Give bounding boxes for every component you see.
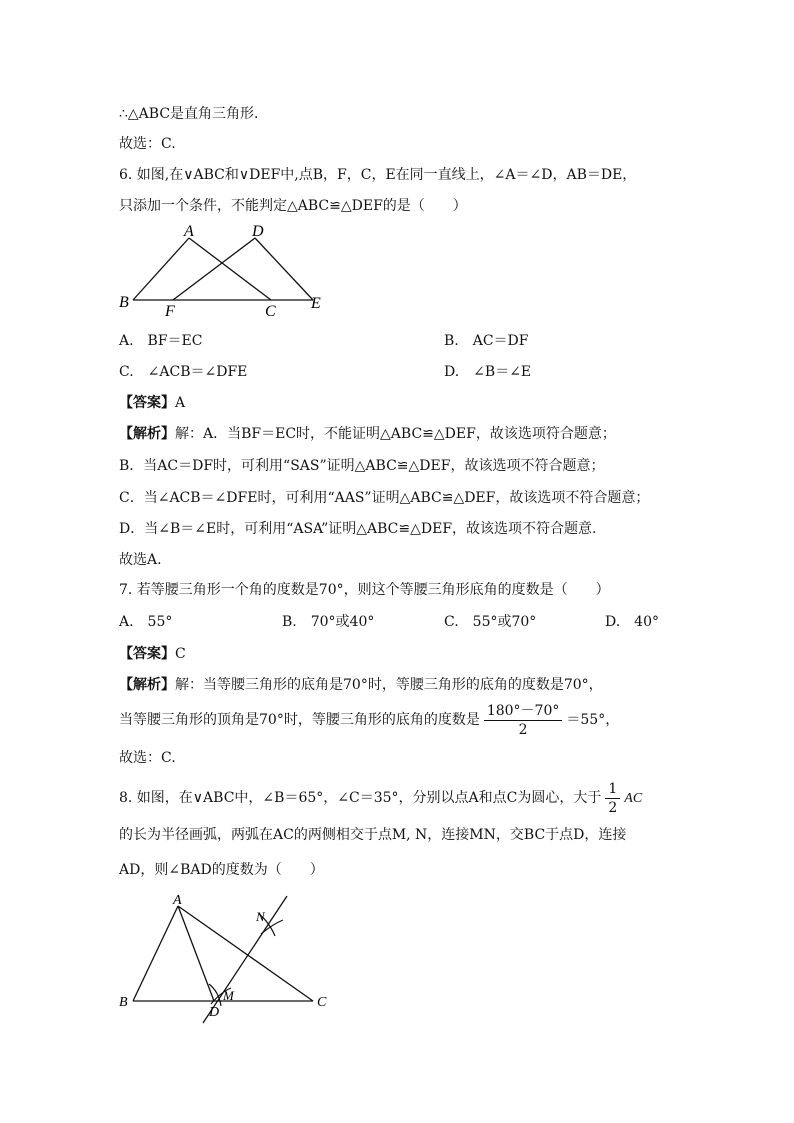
q6-label-C: C (265, 303, 276, 320)
q7-fraction-denominator: 2 (518, 721, 528, 738)
q6-label-F: F (165, 303, 175, 320)
q7-option-b: B. 70°或40° (282, 614, 375, 630)
q7-analysis-2-pre: 当等腰三角形的顶角是70°时，等腰三角形的底角的度数是 (119, 712, 480, 728)
q6-analysis-line1 (119, 424, 616, 444)
q6-option-c: C. ∠ACB＝∠DFE (119, 364, 248, 380)
q7-stem: 7. 若等腰三角形一个角的度数是70°，则这个等腰三角形底角的度数是（ ） (119, 582, 610, 598)
q6-answer: A (175, 395, 186, 411)
q6-stem-line2: 只添加一个条件，不能判定△ABC≌△DEF的是（ ） (119, 198, 467, 214)
q6-analysis-a: 解：A．当BF＝EC时，不能证明△ABC≌△DEF，故该选项符合题意； (175, 426, 616, 442)
q8-label-D: D (209, 1005, 220, 1020)
q6-stem-line1: 6. 如图,在∨ABC和∨DEF中,点B，F，C，E在同一直线上，∠A＝∠D，AB＝DE， (119, 167, 637, 183)
q7-option-a: A. 55° (119, 614, 173, 630)
q7-option-d: D. 40° (605, 614, 659, 630)
q6-label-E: E (311, 295, 321, 312)
q7-answer: C (175, 646, 186, 662)
q8-label-C: C (317, 995, 327, 1010)
previous-conclusion: ∴△ABC是直角三角形. (119, 106, 259, 122)
q6-segment-AC (189, 238, 271, 300)
q8-label-B: B (119, 995, 128, 1010)
q8-half-fraction (605, 780, 620, 817)
q6-option-a: A. BF＝EC (119, 333, 203, 349)
q7-fraction (484, 702, 563, 739)
q6-segment-BA (133, 238, 189, 300)
q7-analysis-tag: 【解析】 (119, 677, 175, 693)
q8-figure (113, 888, 335, 1028)
q8-half-denominator: 2 (608, 799, 618, 816)
q8-segment-AC (178, 906, 313, 1001)
q7-analysis-2-post: ＝55°， (566, 712, 620, 728)
q8-stem-line3: AD，则∠BAD的度数为（ ） (119, 862, 324, 878)
q6-label-D: D (252, 223, 264, 240)
q6-segment-FD (173, 238, 255, 300)
q7-option-c: C. 55°或70° (444, 614, 537, 630)
q6-figure (115, 220, 345, 320)
q8-line-MN (203, 896, 287, 1023)
q6-analysis-c: C．当∠ACB＝∠DFE时，可利用“AAS”证明△ABC≌△DEF，故该选项不符合题意； (119, 490, 650, 506)
q6-answer-tag: 【答案】 (119, 395, 175, 411)
q6-segment-DE (255, 238, 313, 300)
q7-analysis-line2 (119, 700, 619, 740)
q6-analysis-b: B．当AC＝DF时，可利用“SAS”证明△ABC≌△DEF，故该选项不符合题意； (119, 458, 605, 474)
q6-choice: 故选A. (119, 552, 162, 568)
q6-analysis-d: D．当∠B＝∠E时，可利用“ASA”证明△ABC≌△DEF，故该选项不符合题意. (119, 521, 597, 537)
q7-analysis-line1 (119, 675, 603, 695)
q6-label-A: A (184, 223, 194, 240)
q8-label-N: N (256, 909, 265, 924)
q7-analysis-1: 解：当等腰三角形的底角是70°时，等腰三角形的底角的度数是70°， (175, 677, 603, 693)
previous-choice: 故选：C. (119, 136, 176, 152)
q8-stem-1-pre: 8. 如图，在∨ABC中，∠B＝65°，∠C＝35°，分别以点A和点C为圆心，大于 (119, 790, 602, 806)
q8-segment-AD (178, 906, 214, 1001)
q8-label-A: A (173, 893, 182, 908)
q8-stem-1-post: AC (624, 791, 643, 806)
q6-answer-row (119, 393, 185, 413)
q7-fraction-numerator: 180°－70° (484, 702, 563, 721)
q7-answer-tag: 【答案】 (119, 646, 175, 662)
q7-answer-row (119, 644, 186, 664)
q7-choice: 故选：C. (119, 750, 176, 766)
q8-segment-BA (133, 906, 178, 1001)
q6-option-d: D. ∠B＝∠E (444, 364, 532, 380)
q8-half-numerator: 1 (605, 780, 620, 799)
q8-label-M: M (223, 988, 234, 1003)
q8-stem-line2: 的长为半径画弧，两弧在AC的两侧相交于点M, N，连接MN，交BC于点D，连接 (119, 827, 627, 843)
q6-option-b: B. AC＝DF (444, 333, 529, 349)
q6-label-B: B (119, 294, 129, 311)
q8-stem-line1 (119, 778, 642, 819)
q6-analysis-tag: 【解析】 (119, 426, 175, 442)
